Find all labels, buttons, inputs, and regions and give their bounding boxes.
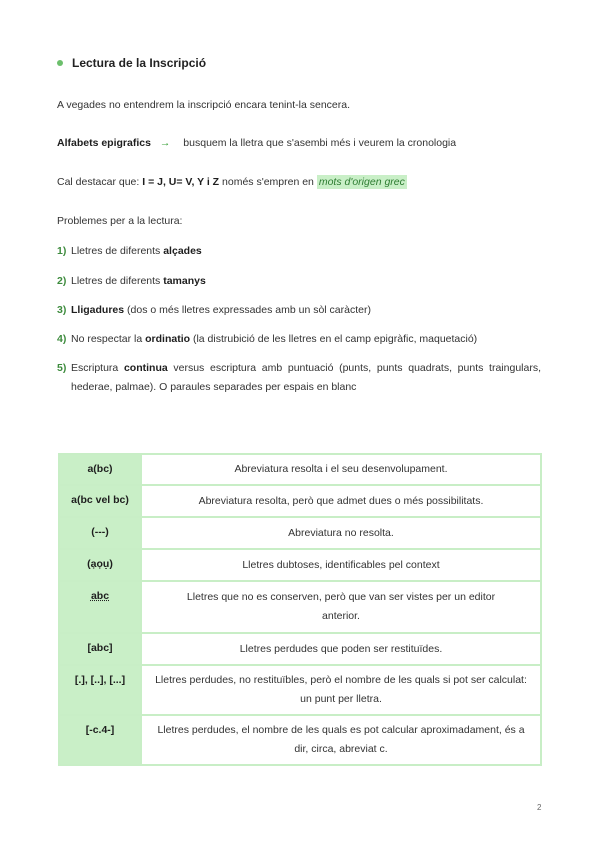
page-number: 2 bbox=[537, 803, 542, 812]
table-row bbox=[59, 633, 541, 665]
list-bold: tamanys bbox=[163, 275, 206, 287]
arrow-right-icon: → bbox=[159, 137, 171, 149]
alfabets-line bbox=[57, 137, 456, 149]
destacar-prefix: Cal destacar que: bbox=[57, 176, 140, 188]
table-row bbox=[59, 665, 541, 715]
destacar-letters: I = J, U= V, Y i Z bbox=[142, 176, 220, 188]
list-bold: alçades bbox=[163, 245, 202, 257]
table-value: Lletres perdudes que poden ser restituïdes. bbox=[141, 633, 541, 665]
list-text-post: (la distrubició de les lletres en el camp epigràfic, maquetació) bbox=[190, 333, 478, 345]
list-item bbox=[57, 359, 541, 397]
table-value: Abreviatura resolta, però que admet dues o més possibilitats. bbox=[141, 485, 541, 517]
list-text: Lletres de diferents bbox=[71, 275, 164, 287]
table-row bbox=[59, 715, 541, 765]
table-value: Lletres dubtoses, identificables pel context bbox=[141, 549, 541, 581]
table-value: Lletres perdudes, el nombre de les quals es pot calcular aproximadament, és a dir, circa, abreviat c. bbox=[141, 715, 541, 765]
heading-text: Lectura de la Inscripció bbox=[72, 56, 207, 70]
table-key: [.], [..], [...] bbox=[59, 665, 141, 715]
intro-paragraph: A vegades no entendrem la inscripció encara tenint-la sencera. bbox=[57, 99, 351, 111]
table-key: [-c.4-] bbox=[59, 715, 141, 765]
table-value: Abreviatura resolta i el seu desenvolupament. bbox=[141, 454, 541, 485]
list-bold: ordinatio bbox=[145, 333, 191, 345]
table-key: a(bc vel bc) bbox=[59, 485, 141, 517]
highlight-mots-grecs: mots d'origen grec bbox=[318, 176, 405, 188]
alfabets-label: Alfabets epigrafics bbox=[57, 137, 151, 149]
table-key: (---) bbox=[59, 517, 141, 549]
table-row bbox=[59, 581, 541, 633]
section-heading bbox=[57, 56, 206, 70]
list-bold: continua bbox=[123, 362, 168, 374]
destacar-line bbox=[57, 176, 407, 188]
list-number: 1) bbox=[57, 245, 67, 257]
list-item bbox=[57, 333, 477, 345]
list-text-post: (dos o més lletres expressades amb un sòl caràcter) bbox=[124, 304, 371, 316]
table-row bbox=[59, 517, 541, 549]
table-value: Lletres que no es conserven, però que van ser vistes per un editor anterior. bbox=[141, 581, 541, 633]
table-key: a(bc) bbox=[59, 454, 141, 485]
bullet-icon bbox=[57, 60, 63, 66]
table-key: [abc] bbox=[59, 633, 141, 665]
list-item bbox=[57, 275, 206, 287]
alfabets-text: busquem la lletra que s'asembi més i veurem la cronologia bbox=[183, 137, 457, 149]
list-text: Escriptura bbox=[71, 362, 124, 374]
table-value: Lletres perdudes, no restituïbles, però el nombre de les quals si pot ser calculat: un punt per lletra. bbox=[141, 665, 541, 715]
table-key: (ạọụ) bbox=[59, 549, 141, 581]
table-key: abc bbox=[59, 581, 141, 633]
table-value: Abreviatura no resolta. bbox=[141, 517, 541, 549]
destacar-middle: només s'empren en bbox=[222, 176, 314, 188]
list-number: 2) bbox=[57, 275, 67, 287]
table-row bbox=[59, 454, 541, 485]
list-item bbox=[57, 245, 202, 257]
notation-table bbox=[58, 453, 542, 766]
list-text-post: versus escriptura amb puntuació (punts, punts quadrats, punts traingulars, hederae, palmae). O paraules separades per espais en blanc bbox=[71, 362, 541, 393]
list-bold: Lligadures bbox=[71, 304, 125, 316]
list-item bbox=[57, 304, 371, 316]
table-row bbox=[59, 485, 541, 517]
list-text: Lletres de diferents bbox=[71, 245, 164, 257]
table-row bbox=[59, 549, 541, 581]
problems-title: Problemes per a la lectura: bbox=[57, 215, 183, 227]
list-number: 5) bbox=[57, 362, 67, 374]
list-text: No respectar la bbox=[71, 333, 146, 345]
list-number: 3) bbox=[57, 304, 67, 316]
list-number: 4) bbox=[57, 333, 67, 345]
